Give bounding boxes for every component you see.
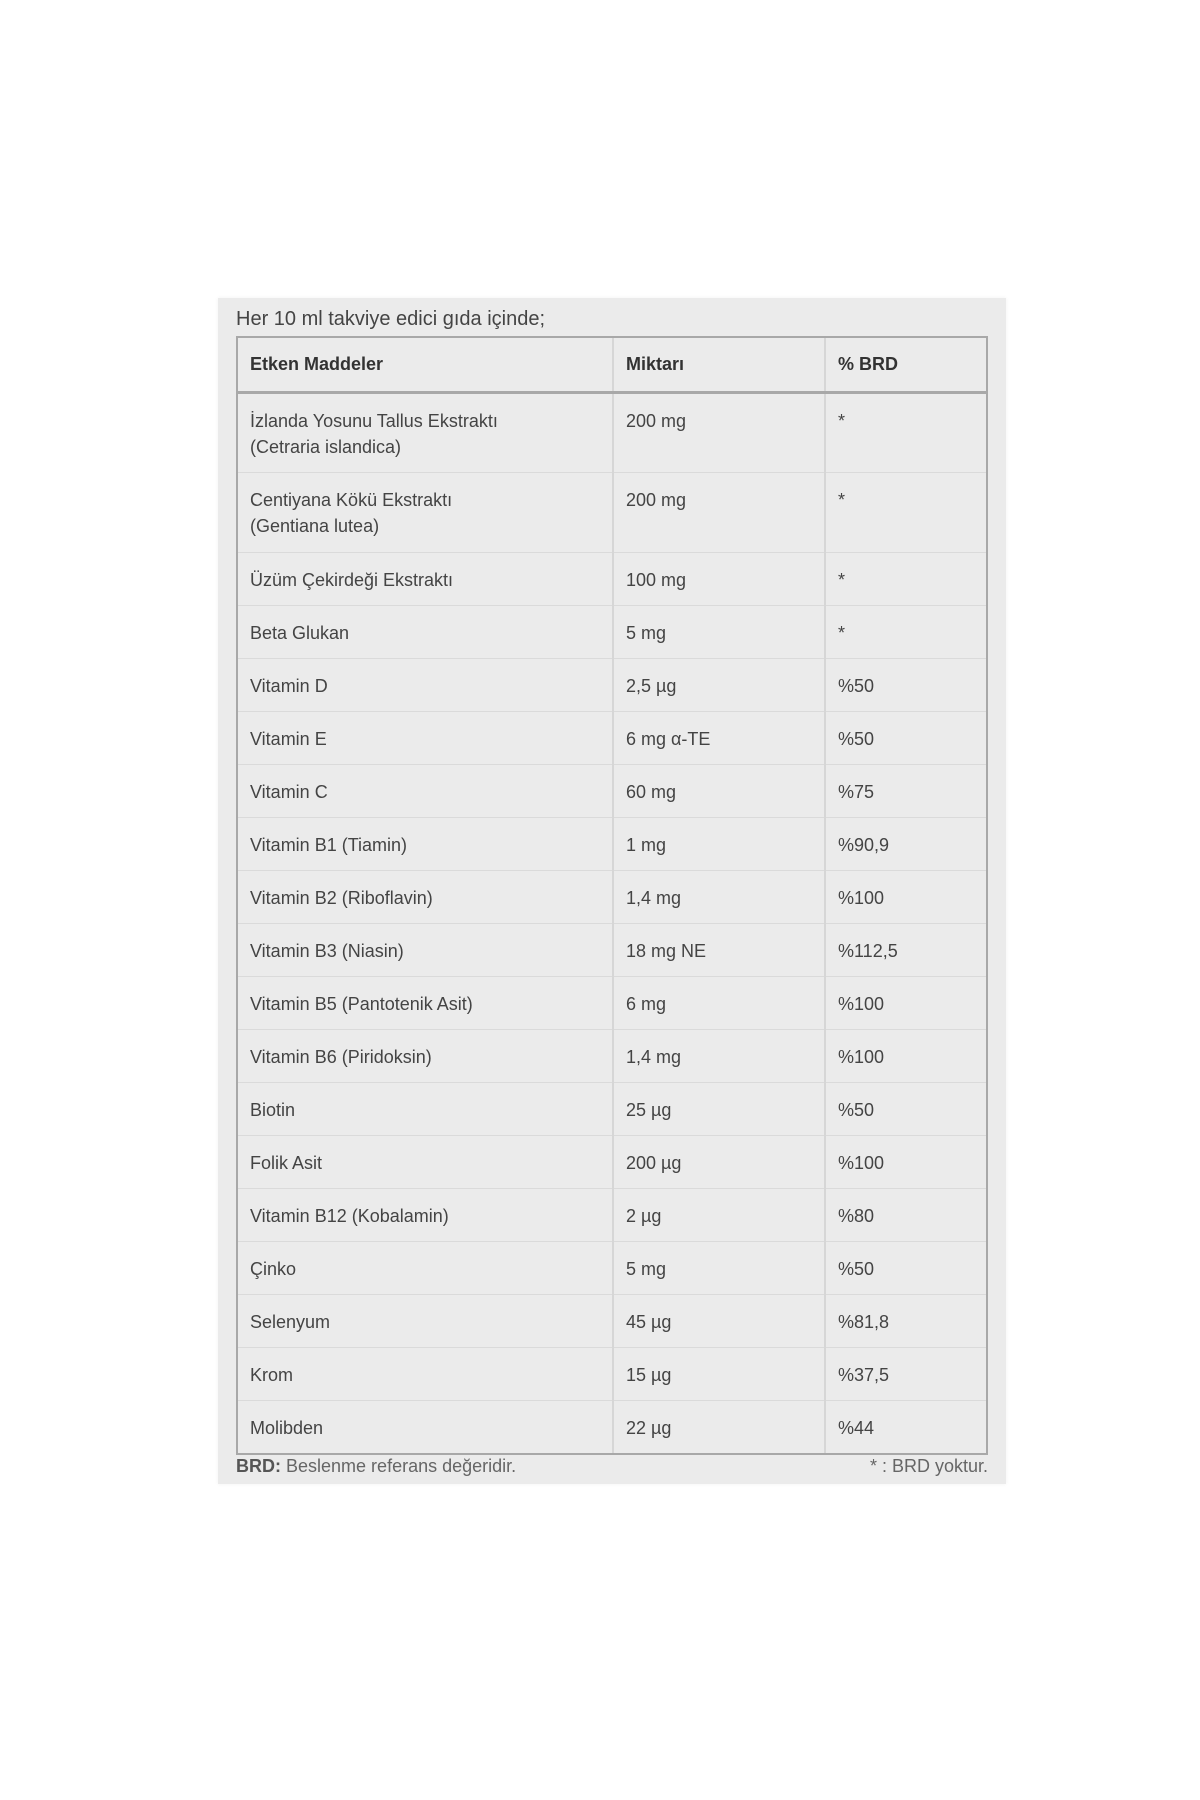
ingredient-amount: 5 mg (613, 605, 825, 658)
ingredient-name: Çinko (238, 1241, 613, 1294)
table-row (238, 472, 986, 552)
ingredient-amount: 200 µg (613, 1135, 825, 1188)
ingredient-name (238, 472, 613, 552)
header-amount: Miktarı (613, 338, 825, 392)
ingredient-amount: 200 mg (613, 392, 825, 472)
ingredient-brd: %50 (825, 711, 986, 764)
ingredients-table-frame (236, 336, 988, 1455)
brd-definition (236, 1456, 516, 1477)
ingredient-brd: %50 (825, 1241, 986, 1294)
ingredient-name: Vitamin B5 (Pantotenik Asit) (238, 976, 613, 1029)
header-ingredients: Etken Maddeler (238, 338, 613, 392)
ingredient-name: Selenyum (238, 1294, 613, 1347)
ingredient-amount: 15 µg (613, 1347, 825, 1400)
ingredient-brd: %81,8 (825, 1294, 986, 1347)
ingredient-name: Vitamin E (238, 711, 613, 764)
no-brd-note: * : BRD yoktur. (869, 1456, 988, 1476)
table-row (238, 923, 986, 976)
ingredient-latin-name: (Cetraria islandica) (250, 436, 402, 457)
ingredient-amount: 1,4 mg (613, 870, 825, 923)
ingredient-amount: 100 mg (613, 552, 825, 605)
table-row (238, 711, 986, 764)
ingredient-brd: %44 (838, 1417, 875, 1438)
header-brd: % BRD (825, 338, 986, 392)
table-row (238, 392, 986, 472)
table-row (238, 658, 986, 711)
ingredient-amount: 1 mg (613, 817, 825, 870)
ingredient-name-line: Centiyana Kökü Ekstraktı (250, 489, 453, 510)
ingredient-amount: 2 µg (613, 1188, 825, 1241)
ingredient-amount: 25 µg (613, 1082, 825, 1135)
ingredient-name: Vitamin D (238, 658, 613, 711)
ingredient-name-line: İzlanda Yosunu Tallus Ekstraktı (250, 410, 498, 431)
ingredient-name: Folik Asit (238, 1135, 613, 1188)
ingredient-brd: %90,9 (825, 817, 986, 870)
table-row (238, 976, 986, 1029)
table-row (238, 605, 986, 658)
ingredient-name: Molibden (238, 1400, 613, 1453)
table-header-row (238, 338, 986, 392)
table-row (238, 1029, 986, 1082)
ingredient-brd: %100 (825, 1135, 986, 1188)
ingredient-brd: %80 (825, 1188, 986, 1241)
intro-text: Her 10 ml takviye edici gıda içinde; (236, 308, 546, 330)
ingredient-amount: 200 mg (613, 472, 825, 552)
ingredient-amount: 6 mg (613, 976, 825, 1029)
ingredient-brd: %50 (825, 1082, 986, 1135)
ingredient-amount: 5 mg (613, 1241, 825, 1294)
ingredient-name: Vitamin B3 (Niasin) (238, 923, 613, 976)
ingredient-amount: 60 mg (613, 764, 825, 817)
ingredient-name: Vitamin C (238, 764, 613, 817)
table-row (238, 764, 986, 817)
ingredient-brd: * (825, 392, 986, 472)
table-row (238, 552, 986, 605)
ingredient-brd: %100 (825, 976, 986, 1029)
ingredients-table (238, 338, 986, 1453)
ingredient-name: Vitamin B1 (Tiamin) (238, 817, 613, 870)
ingredient-amount: 2,5 µg (613, 658, 825, 711)
ingredient-latin-name: (Gentiana lutea) (250, 515, 380, 536)
table-row (238, 1135, 986, 1188)
table-row (238, 1400, 986, 1453)
brd-label: BRD: (236, 1456, 281, 1476)
ingredient-name: Biotin (238, 1082, 613, 1135)
ingredient-brd: * (825, 552, 986, 605)
ingredient-brd: %100 (825, 1029, 986, 1082)
table-row (238, 1241, 986, 1294)
ingredient-brd: %100 (825, 870, 986, 923)
ingredient-brd: %112,5 (825, 923, 986, 976)
ingredient-name: Krom (238, 1347, 613, 1400)
table-row (238, 870, 986, 923)
ingredient-brd: * (825, 605, 986, 658)
supplement-facts-panel (218, 298, 1006, 1484)
ingredient-name: Vitamin B2 (Riboflavin) (238, 870, 613, 923)
table-row (238, 1082, 986, 1135)
ingredient-name: Vitamin B12 (Kobalamin) (238, 1188, 613, 1241)
ingredient-name: Beta Glukan (238, 605, 613, 658)
ingredient-name (238, 392, 613, 472)
ingredient-amount: 22 µg (613, 1400, 825, 1453)
ingredient-brd: %75 (825, 764, 986, 817)
ingredient-amount: 6 mg α-TE (613, 711, 825, 764)
table-row (238, 1294, 986, 1347)
ingredient-brd: * (825, 472, 986, 552)
ingredient-brd: %37,5 (825, 1347, 986, 1400)
ingredient-amount: 45 µg (613, 1294, 825, 1347)
ingredient-amount: 1,4 mg (613, 1029, 825, 1082)
brd-text: Beslenme referans değeridir. (286, 1456, 517, 1476)
ingredient-name: Vitamin B6 (Piridoksin) (238, 1029, 613, 1082)
ingredient-brd: %50 (825, 658, 986, 711)
table-row (238, 1347, 986, 1400)
table-row (238, 817, 986, 870)
ingredient-name: Üzüm Çekirdeği Ekstraktı (238, 552, 613, 605)
ingredient-amount: 18 mg NE (613, 923, 825, 976)
table-row (238, 1188, 986, 1241)
